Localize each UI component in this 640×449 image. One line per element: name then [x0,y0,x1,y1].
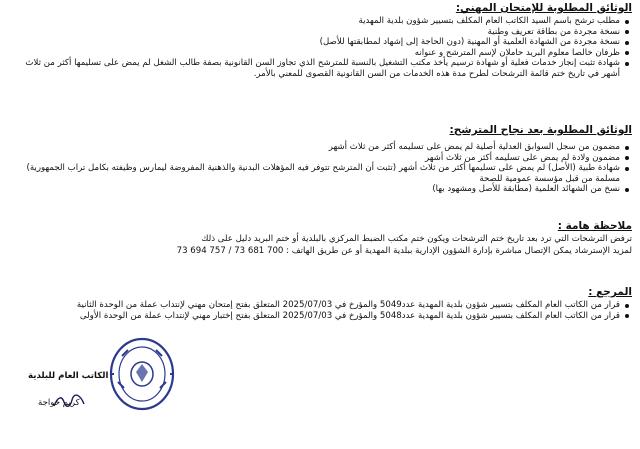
list-item: قرار من الكاتب العام المكلف بتسيير شؤون بلدية المهدية عدد5048 والمؤرخ في 2025/07/03 المتعلق بفتح إختبار مهني لإنتداب عملة من الوحدة الأولى [10,311,630,322]
list-item: شهادة تثبت إنجاز خدمات فعلية أو شهادة ترسيم يأخذ مكتب التشغيل بالنسبة للمترشح الذي تجاوز السن القانونية بصفة طالب الشغل لم يمض على تسليمها أكثر من ثلاث أشهر في تاريخ ختم قائمة الترشحات لطرح مدة هذه الخدمات من السن القانونية القصوى للمعني بالأمر. [10,58,630,79]
list-item: نسخة مجردة من الشهادة العلمية أو المهنية (دون الحاجة إلى إشهاد لمطابقتها للأصل) [10,37,630,48]
list-item: نسخ من الشهائد العلمية (مطابقة للأصل ومشهود بها) [10,184,630,195]
section2-list [10,142,630,195]
list-item: شهادة طبية (الأصل) لم يمض على تسليمها أكثر من ثلاث أشهر (تثبت أن المترشح تتوفر فيه المؤهلات البدنية والذهنية المفروضة ليمارس وظيفته بكامل تراب الجمهورية) مسلمة من قبل مؤسسة عمومية للصحة [10,163,630,184]
list-item: نسخة مجردة من بطاقة تعريف وطنية [10,27,630,38]
list-item: مضمون ولادة لم يمض على تسليمه أكثر من ثلاث أشهر [10,153,630,164]
note-line-2: لمزيد الإسترشاد يمكن الإتصال مباشرة بإدارة الشؤون الإدارية ببلدية المهدية أو عن طريق الهاتف : 700 681 73 / 757 694 73 [176,246,632,256]
reference-title: المرجع : [588,286,632,298]
list-item: ظرفان خالصا معلوم البريد حاملان لإسم المترشح و عنوانه [10,48,630,59]
section1-title: الوثائق المطلوبة للإمتحان المهني: [455,2,632,14]
note-line-1: ترفض الترشحات التي ترد بعد تاريخ ختم الترشحات ويكون ختم مكتب الضبط المركزي بالبلدية أو ختم البريد دليل على ذلك [201,234,632,244]
signatory-name: كريم خواجة [38,398,80,408]
list-item: مضمون من سجل السوابق العدلية أصلية لم يمض على تسليمه أكثر من ثلاث أشهر [10,142,630,153]
note-title: ملاحظة هامة : [557,220,632,232]
section2-title: الوثائق المطلوبة بعد نجاح المترشح: [449,124,632,136]
section1-list [10,16,630,80]
list-item: مطلب ترشح باسم السيد الكاتب العام المكلف بتسيير شؤون بلدية المهدية [10,16,630,27]
official-stamp-icon [108,336,176,412]
signatory-title: الكاتب العام للبلدية [28,371,109,381]
list-item: قرار من الكاتب العام المكلف بتسيير شؤون بلدية المهدية عدد5049 والمؤرخ في 2025/07/03 المتعلق بفتح إمتحان مهني لإنتداب عملة من الوحدة الثانية [10,300,630,311]
reference-list [10,300,630,321]
